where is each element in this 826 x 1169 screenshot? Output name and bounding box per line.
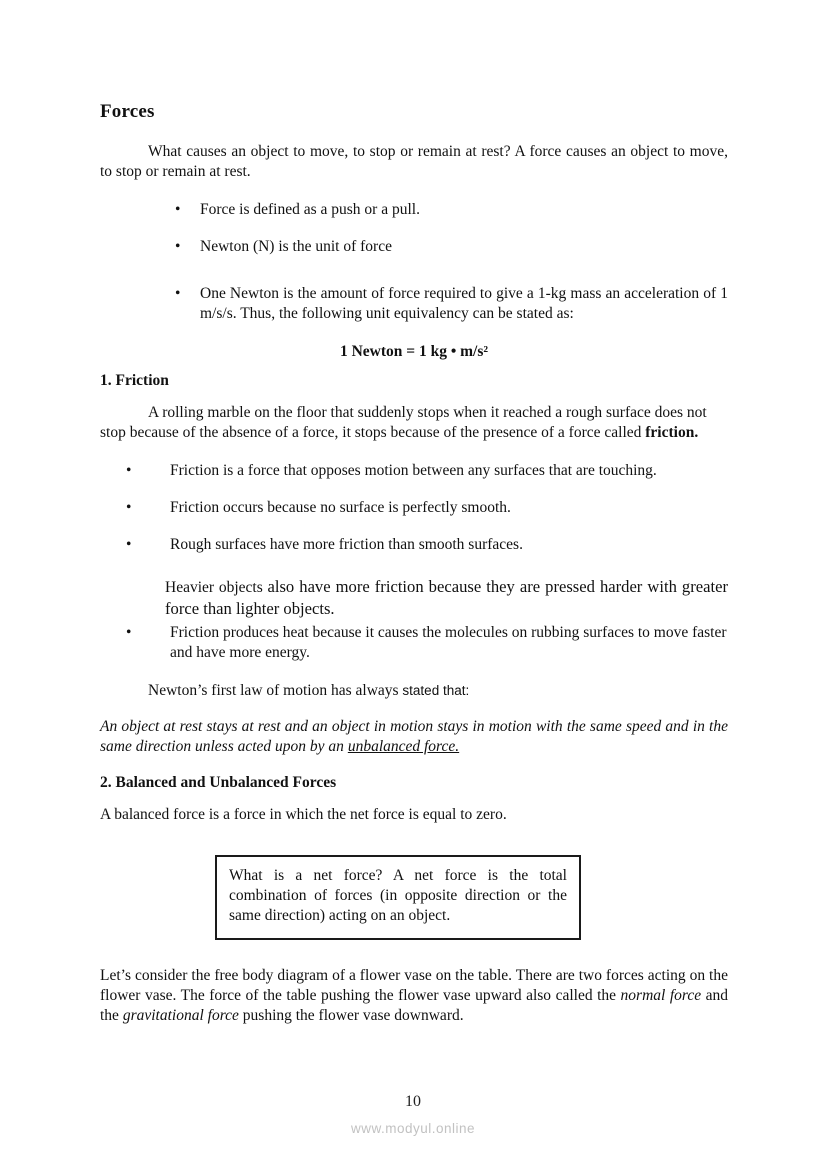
section-heading-balanced-forces: 2. Balanced and Unbalanced Forces: [100, 773, 337, 791]
bullet-text: One Newton is the amount of force required to give a 1-kg mass an acceleration of 1 m/s/s. Thus, the following unit equivalency can be stated as:: [200, 285, 728, 323]
balanced-force-paragraph: A balanced force is a force in which the net force is equal to zero.: [100, 806, 507, 824]
normal-force-term: normal force: [620, 986, 702, 1004]
friction-paragraph-text: A rolling marble on the floor that suddenly stops when it reached a rough surface does not stop because of the absence of a force, it stops because of the presence of a force called: [100, 403, 707, 441]
heavier-rest-text: also have more friction because they are pressed harder with greater force than lighter objects.: [165, 576, 728, 618]
bullet-item-rough-surfaces: [100, 535, 728, 555]
final-text-1: Let’s consider the free body diagram of a flower vase on the table. There are two forces acting on the flower vase. The force of the table pushing the flower vase upward also called the: [100, 966, 728, 1004]
bullet-marker: •: [126, 536, 132, 554]
bullet-item-force-definition: [100, 200, 728, 220]
newton-law-intro: [100, 681, 728, 701]
bullet-marker: •: [175, 200, 181, 218]
intro-paragraph: What causes an object to move, to stop or remain at rest? A force causes an object to move, to stop or remain at rest.: [100, 142, 728, 180]
bullet-text: Rough surfaces have more friction than smooth surfaces.: [170, 536, 523, 554]
law-italic-text: An object at rest stays at rest and an object in motion stays in motion with the same speed and in the same direction unless acted upon by an: [100, 717, 728, 755]
newton-equation: 1 Newton = 1 kg • m/s²: [339, 342, 489, 360]
bullet-text: Newton (N) is the unit of force: [200, 238, 392, 256]
law-intro-tail: stated that:: [402, 682, 470, 698]
bullet-item-friction-opposes: [100, 461, 728, 481]
section-heading-friction: 1. Friction: [100, 371, 169, 389]
document-title: Forces: [100, 101, 155, 122]
net-force-note-box: What is a net force? A net force is the total combination of forces (in opposite direction or the same direction) acting on an object.: [215, 855, 581, 939]
heavier-lead-text: Heavier objects: [165, 578, 268, 596]
bullet-marker: •: [126, 499, 132, 517]
bullet-text: Friction occurs because no surface is perfectly smooth.: [170, 499, 511, 517]
final-text-2: and the: [100, 986, 728, 1024]
footer-website: www.modyul.online: [350, 1121, 476, 1136]
newton-law-paragraph: [100, 717, 728, 757]
bullet-text: Friction produces heat because it causes the molecules on rubbing surfaces to move faster and have more energy.: [170, 624, 727, 662]
bullet-marker: •: [175, 285, 181, 303]
bullet-text: Force is defined as a push or a pull.: [200, 200, 420, 218]
law-intro-main: Newton’s first law of motion has always: [148, 681, 403, 699]
friction-bold-term: friction.: [645, 423, 699, 441]
bullet-marker: •: [126, 462, 132, 480]
gravitational-force-term: gravitational force: [122, 1006, 239, 1024]
document-content: [100, 100, 728, 1026]
bullet-item-friction-smooth: [100, 498, 728, 518]
bullet-item-newton-unit: [100, 237, 728, 257]
final-text-3: pushing the flower vase downward.: [238, 1006, 464, 1024]
heavier-objects-paragraph: [165, 576, 728, 620]
bullet-item-friction-heat: [100, 623, 728, 663]
bullet-text: Friction is a force that opposes motion between any surfaces that are touching.: [170, 462, 657, 480]
bullet-marker: •: [175, 238, 181, 256]
page-number: 10: [405, 1093, 421, 1110]
friction-paragraph: [100, 403, 728, 443]
bullet-marker: •: [126, 624, 132, 642]
flower-vase-paragraph: [100, 966, 728, 1026]
law-underlined-term: unbalanced force.: [347, 737, 460, 755]
bullet-item-one-newton: [100, 284, 728, 324]
